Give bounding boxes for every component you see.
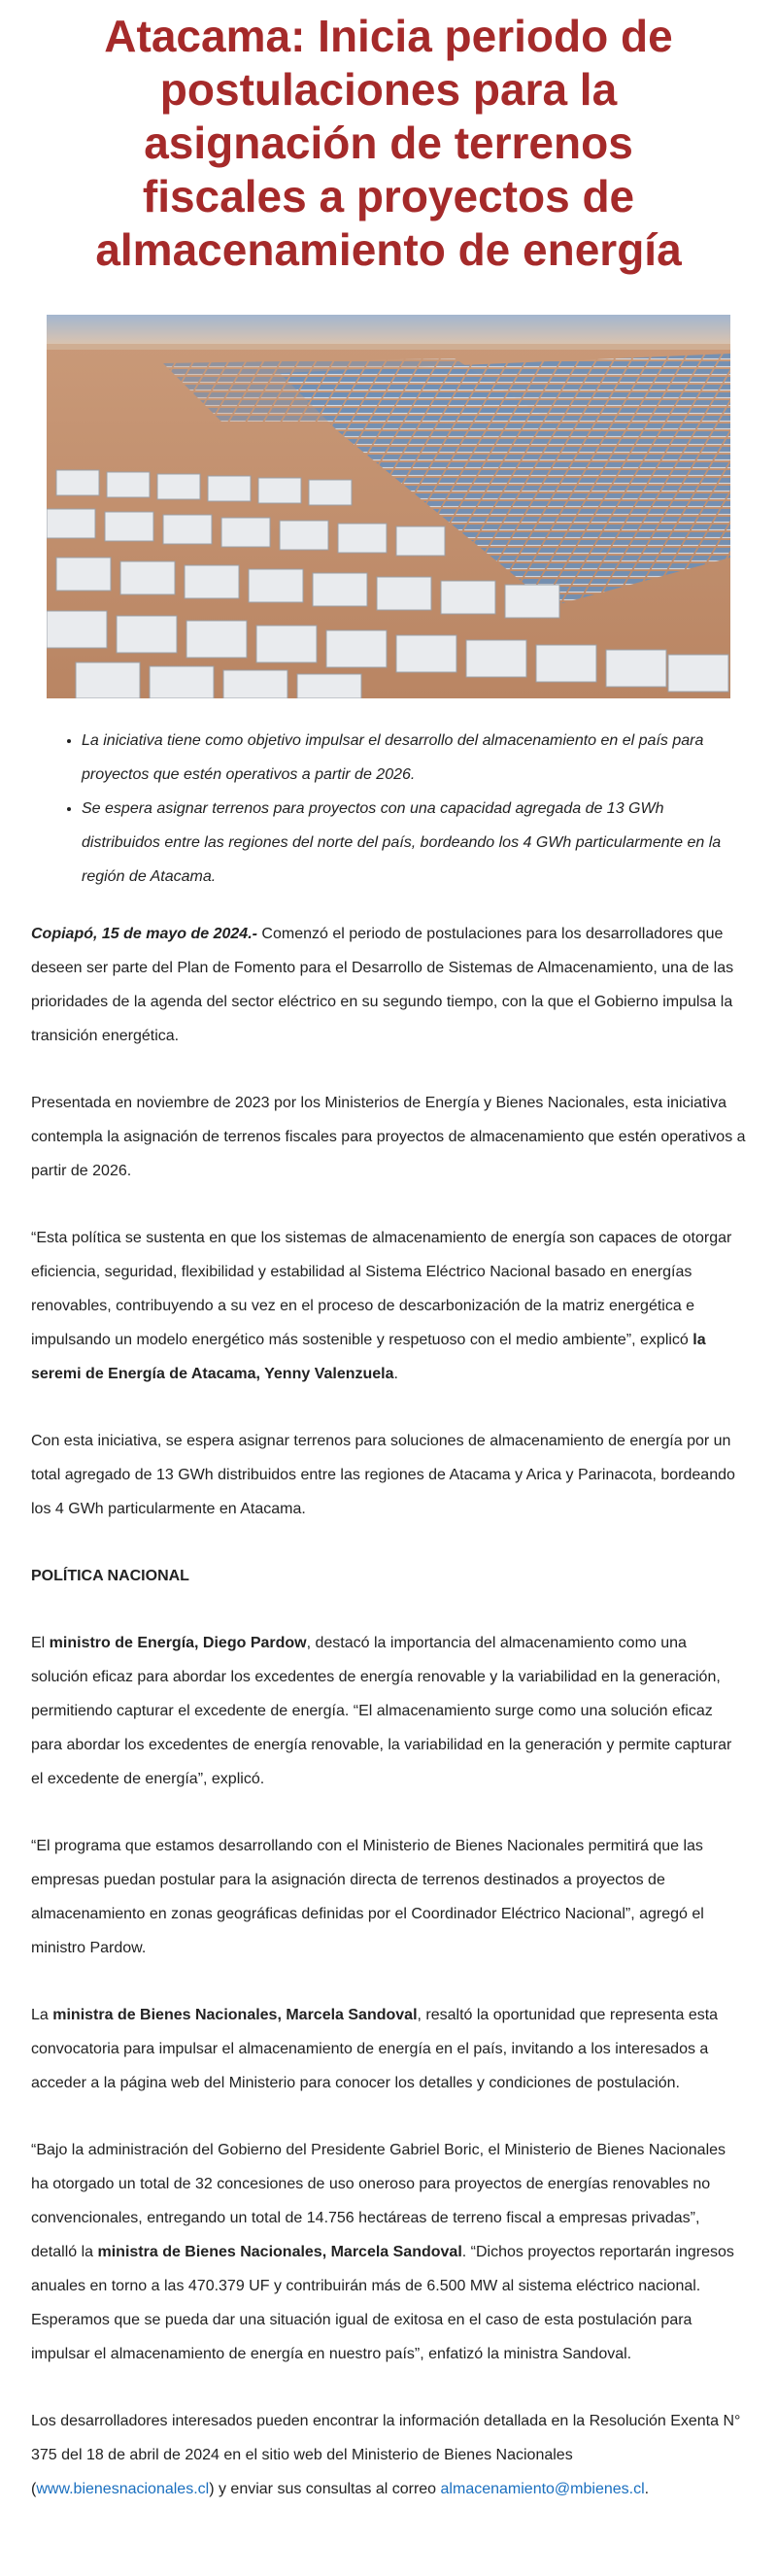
paragraph-program: “El programa que estamos desarrollando con el Ministerio de Bienes Nacionales permitirá que las empresas puedan postular para la asignación directa de terrenos destinados a proyectos de almacenamiento en zonas geográficas definidas por el Coordinador Eléctrico Nacional”, agregó el ministro Pardow.	[31, 1838, 704, 1956]
paragraph-capacity: Con esta iniciativa, se espera asignar terrenos para soluciones de almacenamiento de energía por un total agregado de 13 GWh distribuidos entre las regiones de Atacama y Arica y Parinacota, bordeando los 4 GWh particularmente en Atacama.	[31, 1433, 735, 1517]
article-title: Atacama: Inicia periodo de postulaciones para la asignación de terrenos fiscales a proyectos de almacenamiento de energía	[95, 11, 682, 275]
summary-bullet: • La iniciativa tiene como objetivo impulsar el desarrollo del almacenamiento en el país para proyectos que estén operativos a partir de 2026.	[82, 724, 746, 792]
hero-image	[47, 315, 730, 698]
paragraph-seremi-quote: “Esta política se sustenta en que los sistemas de almacenamiento de energía son capaces de otorgar eficiencia, seguridad, flexibilidad y estabilidad al Sistema Eléctrico Nacional basado en energías renovables, contribuyendo a su vez en el proceso de descarbonización de la matriz energética e impulsando un modelo energético más sostenible y respetuoso con el medio ambiente”, explicó la seremi de Energía de Atacama, Yenny Valenzuela.	[31, 1230, 732, 1382]
paragraph-intro: Copiapó, 15 de mayo de 2024.- Comenzó el periodo de postulaciones para los desarrolladores que deseen ser parte del Plan de Fomento para el Desarrollo de Sistemas de Almacenamiento, una de las prioridades de la agenda del sector eléctrico en su segundo tiempo, con la que el Gobierno impulsa la transición energética.	[31, 926, 734, 1044]
summary-bullet: • Se espera asignar terrenos para proyectos con una capacidad agregada de 13 GWh distribuidos entre las regiones del norte del país, bordeando los 4 GWh particularmente en la región de Atacama.	[82, 792, 746, 894]
paragraph-minister-bienes: La ministra de Bienes Nacionales, Marcela Sandoval, resaltó la oportunidad que representa esta convocatoria para impulsar el almacenamiento de energía en el país, invitando a los interesados a acceder a la página web del Ministerio para conocer los detalles y condiciones de postulación.	[31, 2007, 719, 2091]
section-heading: POLÍTICA NACIONAL	[31, 1568, 189, 1584]
summary-bullets	[31, 724, 746, 894]
email-link[interactable]: almacenamiento@mbienes.cl	[440, 2481, 645, 2497]
bienes-nacionales-link[interactable]: www.bienesnacionales.cl	[36, 2481, 210, 2497]
paragraph-presentation: Presentada en noviembre de 2023 por los Ministerios de Energía y Bienes Nacionales, esta iniciativa contempla la asignación de terrenos fiscales para proyectos de almacenamiento que estén operativos a partir de 2026.	[31, 1095, 746, 1179]
paragraph-boric-quote: “Bajo la administración del Gobierno del Presidente Gabriel Boric, el Ministerio de Bienes Nacionales ha otorgado un total de 32 concesiones de uso oneroso para proyectos de energías renovables no convencionales, entregando un total de 14.756 hectáreas de terreno fiscal a empresas privadas”, detalló la ministra de Bienes Nacionales, Marcela Sandoval. “Dichos proyectos reportarán ingresos anuales en torno a las 470.379 UF y contribuirán más de 6.500 MW al sistema eléctrico nacional. Esperamos que se pueda dar una situación igual de exitosa en el caso de esta postulación para impulsar el almacenamiento de energía en nuestro país”, enfatizó la ministra Sandoval.	[31, 2142, 734, 2362]
paragraph-contact: Los desarrolladores interesados pueden encontrar la información detallada en la Resolución Exenta N° 375 del 18 de abril de 2024 en el sitio web del Ministerio de Bienes Nacionales (www.bienesnacionales.cl) y enviar sus consultas al correo almacenamiento@mbienes.cl.	[31, 2413, 741, 2497]
paragraph-minister-energy: El ministro de Energía, Diego Pardow, destacó la importancia del almacenamiento como una solución eficaz para abordar los excedentes de energía renovable y la variabilidad en la generación, permitiendo capturar el excedente de energía. “El almacenamiento surge como una solución eficaz para abordar los excedentes de energía renovable, la variabilidad en la generación y permite capturar el excedente de energía”, explicó.	[31, 1635, 732, 1787]
dateline: Copiapó, 15 de mayo de 2024.-	[31, 926, 257, 942]
